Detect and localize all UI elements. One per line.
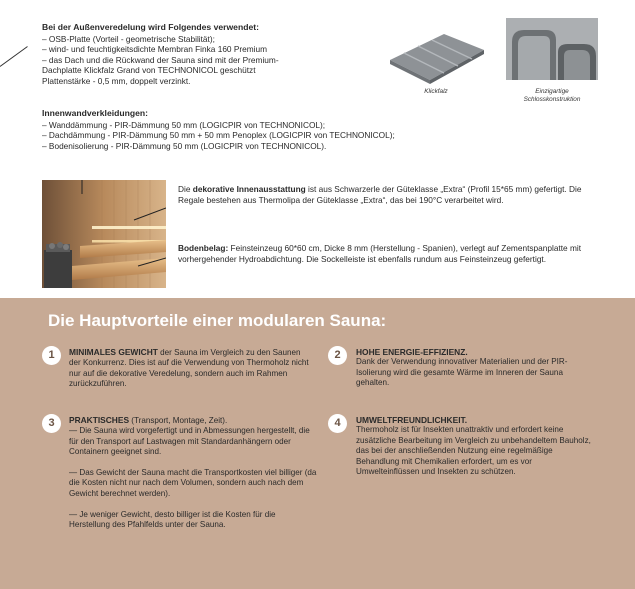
- lock-caption-line: Schlosskonstruktion: [523, 96, 581, 103]
- advantage-3-paragraph: — Die Sauna wird vorgefertigt und in Abmessungen hergestellt, die für den Transport auf Lastwagen mit Standardanhängern oder Containern geeignet sind.: [69, 426, 310, 457]
- exterior-line: – OSB-Platte (Vorteil - geometrische Stabilität);: [42, 33, 215, 44]
- pointer-line: [0, 46, 28, 67]
- advantages-title: Die Hauptvorteile einer modularen Sauna:: [48, 311, 387, 330]
- decor-pre: Die: [178, 184, 193, 194]
- floor-bold: Bodenbelag:: [178, 243, 229, 253]
- decor-bold: dekorative Innenausstattung: [192, 184, 306, 194]
- advantage-2-text: Dank der Verwendung innovativer Materialien und der PIR-Isolierung wird die gesamte Wärme im Inneren der Sauna gehalten.: [356, 357, 568, 388]
- advantage-2-heading: HOHE ENERGIE-EFFIZIENZ.: [356, 347, 468, 357]
- interior-line: – Bodenisolierung - PIR-Dämmung 50 mm (LOGICPIR von TECHNONICOL).: [42, 140, 327, 151]
- lock-caption-line: Einzigartige: [535, 88, 569, 95]
- exterior-line: – wind- und feuchtigkeitsdichte Membran Finka 160 Premium: [42, 44, 268, 55]
- klickfalz-panel-image: [386, 30, 486, 86]
- interior-line: – Dachdämmung - PIR-Dämmung 50 mm + 50 mm Penoplex (LOGICPIR von TECHNONICOL);: [42, 130, 395, 141]
- advantage-2: [356, 347, 588, 389]
- exterior-finish-block: [42, 22, 372, 87]
- decor-post: ist aus Schwarzerle der Güteklasse „Extra“ (Profil 15*65 mm) gefertigt. Die Regale bestehen aus Thermolipa der Güteklasse „Extra“, das bei 190°C verarbeitet wird.: [178, 184, 582, 205]
- advantage-4-heading: UMWELTFREUNDLICHKEIT.: [356, 415, 468, 425]
- advantage-3-heading-suffix: (Transport, Montage, Zeit).: [129, 416, 228, 425]
- number-badge-4: 4: [328, 414, 347, 433]
- advantage-3-heading: PRAKTISCHES: [69, 415, 130, 425]
- number-badge-1: 1: [42, 346, 61, 365]
- exterior-line: – das Dach und die Rückwand der Sauna sind mit der Premium-: [42, 54, 279, 65]
- sauna-interior-photo: [42, 180, 166, 288]
- interior-lining-block: [42, 108, 512, 151]
- advantage-4-text: Thermoholz ist für Insekten unattraktiv und erfordert keine zusätzliche Bearbeitung im Vergleich zu unbehandeltem Bauholz, das bei der anschließenden Nutzung eine regelmäßige Behandlung mit Chemikalien erfordert, um es vor Umwelteinflüssen und Insekten zu schützen.: [356, 425, 591, 477]
- lock-construction-caption: [504, 88, 600, 104]
- klickfalz-caption: Klickfalz: [424, 88, 448, 95]
- advantages-section: [0, 298, 635, 589]
- advantage-3: [69, 415, 317, 530]
- advantage-1-text: der Sauna im Vergleich zu den Saunen der Konkurrenz. Dies ist auf die Verwendung von Thermoholz nicht nur auf die dekorative Veredelung, sondern auch im Rahmen zurückzuführen.: [69, 348, 309, 389]
- advantage-1-heading: MINIMALES GEWICHT: [69, 347, 158, 357]
- advantage-3-paragraph: — Das Gewicht der Sauna macht die Transportkosten viel billiger (da die Kosten nicht nur nach dem Volumen, sondern auch nach dem Gewicht berechnet werden).: [69, 468, 317, 498]
- lock-construction-image: [506, 18, 598, 80]
- number-badge-3: 3: [42, 414, 61, 433]
- decor-text: [178, 184, 598, 206]
- advantage-3-paragraph: — Je weniger Gewicht, desto billiger ist die Kosten für die Herstellung des Pfahlfelds unter der Sauna.: [69, 509, 276, 530]
- exterior-line: Dachplatte Klickfalz Grand von TECHNONICOL geschützt: [42, 65, 256, 76]
- exterior-line: Plattenstärke - 0,5 mm, doppelt verzinkt.: [42, 75, 191, 86]
- advantage-1: [69, 347, 309, 390]
- interior-line: – Wanddämmung - PIR-Dämmung 50 mm (LOGICPIR von TECHNONICOL);: [42, 119, 326, 130]
- interior-heading: Innenwandverkleidungen:: [42, 108, 149, 118]
- number-badge-2: 2: [328, 346, 347, 365]
- exterior-heading: Bei der Außenveredelung wird Folgendes verwendet:: [42, 22, 259, 32]
- floor-post: Feinsteinzeug 60*60 cm, Dicke 8 mm (Herstellung - Spanien), verlegt auf Zementspanplatte mit vorhergehender Hydroabdichtung. Die Sockelleiste ist ebenfalls rundum aus Feinsteinzeug gefertigt.: [178, 243, 582, 264]
- floor-text: [178, 243, 602, 265]
- advantage-4: [356, 415, 596, 477]
